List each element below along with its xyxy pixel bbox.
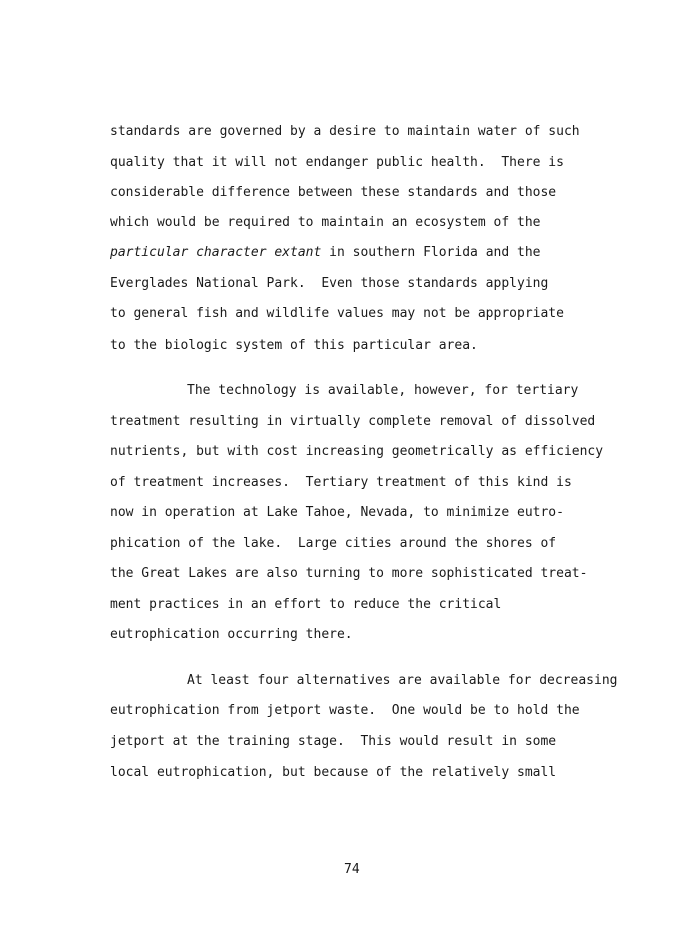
paragraph-2-line-9: eutrophication occurring there.	[110, 627, 353, 642]
paragraph-2-line-1: The technology is available, however, for tertiary	[187, 383, 579, 398]
paragraph-2-line-7: the Great Lakes are also turning to more sophisticated treat-	[110, 566, 588, 581]
page-number: 74	[344, 862, 360, 877]
paragraph-1-line-2: quality that it will not endanger public health. There is	[110, 155, 564, 170]
paragraph-3-line-1: At least four alternatives are available for decreasing	[187, 673, 618, 688]
paragraph-1-line-4: which would be required to maintain an ecosystem of the	[110, 215, 541, 230]
paragraph-2-line-6: phication of the lake. Large cities around the shores of	[110, 536, 557, 551]
paragraph-1-line-6: Everglades National Park. Even those standards applying	[110, 276, 549, 291]
paragraph-3-line-4: local eutrophication, but because of the relatively small	[110, 765, 557, 780]
paragraph-2-line-3: nutrients, but with cost increasing geometrically as efficiency	[110, 444, 604, 459]
paragraph-1-line-3: considerable difference between these standards and those	[110, 185, 557, 200]
paragraph-3-line-3: jetport at the training stage. This would result in some	[110, 734, 557, 749]
paragraph-1-line-5	[110, 245, 540, 261]
paragraph-1-line-5-rest: in southern Florida and the	[321, 245, 541, 260]
paragraph-1-line-7: to general fish and wildlife values may not be appropriate	[110, 306, 564, 321]
paragraph-3-line-2: eutrophication from jetport waste. One would be to hold the	[110, 703, 580, 718]
paragraph-2-line-4: of treatment increases. Tertiary treatment of this kind is	[110, 475, 572, 490]
paragraph-2-line-8: ment practices in an effort to reduce the critical	[110, 597, 502, 612]
paragraph-1-line-8: to the biologic system of this particular area.	[110, 338, 478, 353]
paragraph-2-line-5: now in operation at Lake Tahoe, Nevada, to minimize eutro-	[110, 505, 564, 520]
paragraph-1-line-1: standards are governed by a desire to maintain water of such	[110, 124, 580, 139]
paragraph-1-line-5-italic: particular character extant	[110, 245, 322, 260]
paragraph-2-line-2: treatment resulting in virtually complete removal of dissolved	[110, 414, 596, 429]
